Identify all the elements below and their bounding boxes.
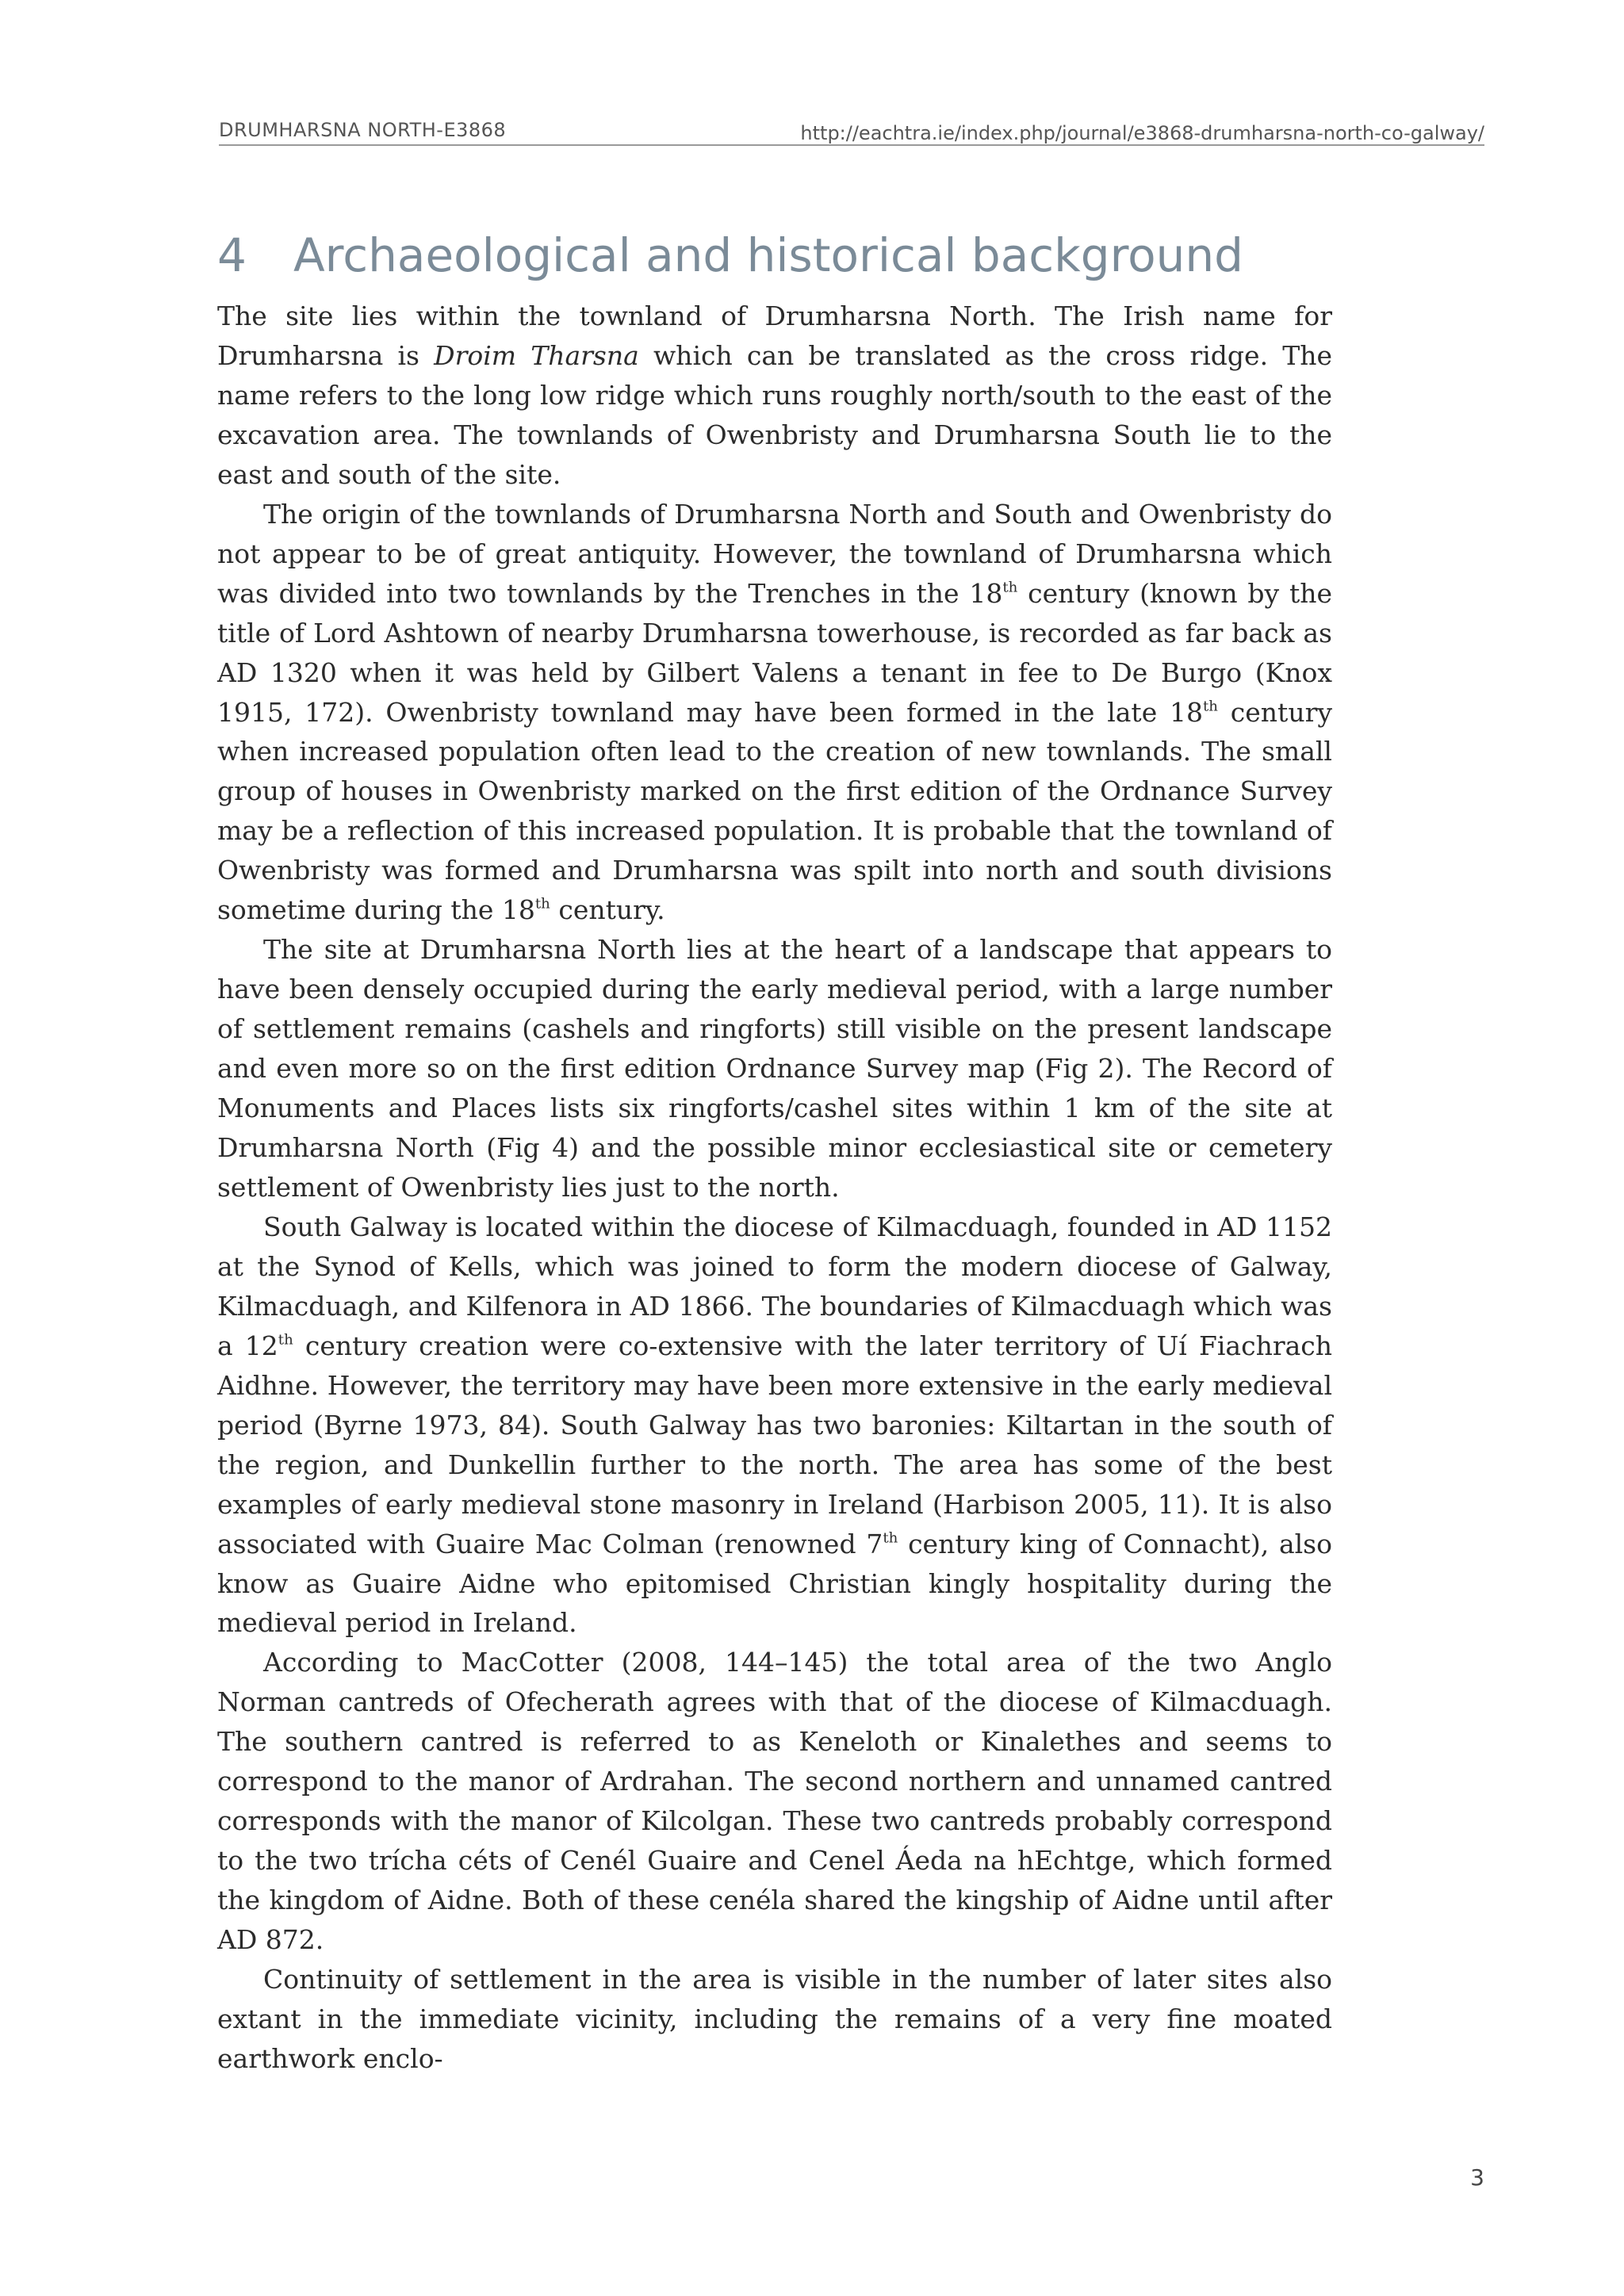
paragraph-text: Continuity of settlement in the area is visible in the number of later sites also extant in the immediate vicinity, including the remains of a very fine moated earthwork enclo- (217, 1964, 1332, 2074)
ordinal-superscript: th (1002, 579, 1018, 596)
paragraph-text: century (known by the title of Lord Ashtown of nearby Drumharsna towerhouse, is recorded as far back as AD 1320 when it was held by Gilbert Valens a tenant in fee to De Burgo (Knox 1915, 172). Owenbristy townland may have been formed in the late 18 (217, 577, 1332, 728)
paragraph-text: The site lies within the townland of Drumharsna North. The Irish name for Drumharsna is (217, 300, 1332, 371)
ordinal-superscript: th (1203, 697, 1218, 714)
paragraph-5 (217, 1643, 1332, 1960)
paragraph-text: which can be translated as the cross ridge. The name refers to the long low ridge which runs roughly north/south to the east of the excavation area. The townlands of Owenbristy and Drumharsna South lie to the east and south of the site. (217, 339, 1333, 490)
irish-name: Droim Tharsna (434, 339, 639, 371)
paragraph-text: century when increased population often lead to the creation of new townlands. The small group of houses in Owenbristy marked on the first edition of the Ordnance Survey may be a reflection of this increased population. It is probable that the townland of Owenbristy was formed and Drumharsna was spilt into north and south divisions sometime during the 18 (217, 696, 1332, 926)
ordinal-superscript: th (278, 1331, 293, 1349)
paragraph-text: The site at Drumharsna North lies at the heart of a landscape that appears to have been densely occupied during the early medieval period, with a large number of settlement remains (cashels and ringforts) still visible on the present landscape and even more so on the first edition Ordnance Survey map (Fig 2). The Record of Monuments and Places lists six ringforts/cashel sites within 1 km of the site at Drumharsna North (Fig 4) and the possible minor ecclesiastical site or cemetery settlement of Owenbristy lies just to the north. (217, 934, 1332, 1203)
section-heading (217, 228, 1243, 282)
header-title: DRUMHARSNA NORTH-E3868 (219, 119, 507, 141)
paragraph-3 (217, 930, 1332, 1207)
ordinal-superscript: th (534, 895, 550, 913)
paragraph-4 (217, 1207, 1332, 1643)
paragraph-1 (217, 297, 1332, 495)
ordinal-superscript: th (883, 1529, 898, 1546)
paragraph-text: century creation were co-extensive with the later territory of Uí Fiachrach Aidhne. However, the territory may have been more extensive in the early medieval period (Byrne 1973, 84). South Galway has two baronies: Kiltartan in the south of the region, and Dunkellin further to the north. The area has some of the best examples of early medieval stone masonry in Ireland (Harbison 2005, 11). It is also associated with Guaire Mac Colman (renowned 7 (217, 1330, 1333, 1559)
running-header (219, 119, 1484, 146)
paragraph-text: The origin of the townlands of Drumharsna North and South and Owenbristy do not appear to be of great antiquity. However, the townland of Drumharsna which was divided into two townlands by the Trenches in the 18 (217, 498, 1332, 609)
section-title: Archaeological and historical background (293, 228, 1243, 282)
paragraph-text: century king of Connacht), also know as Guaire Aidne who epitomised Christian kingly hospitality during the medieval period in Ireland. (217, 1528, 1332, 1639)
section-number: 4 (217, 228, 247, 282)
page-number: 3 (1470, 2164, 1484, 2191)
paragraph-6 (217, 1960, 1332, 2079)
paragraph-text: century. (550, 894, 665, 926)
paragraph-text: According to MacCotter (2008, 144–145) the total area of the two Anglo Norman cantreds of Ofecherath agrees with that of the diocese of Kilmacduagh. The southern cantred is referred to as Keneloth or Kinalethes and seems to correspond to the manor of Ardrahan. The second northern and unnamed cantred corresponds with the manor of Kilcolgan. These two cantreds probably correspond to the two trícha céts of Cenél Guaire and Cenel Áeda na hEchtge, which formed the kingdom of Aidne. Both of these cenéla shared the kingship of Aidne until after AD 872. (217, 1647, 1332, 1956)
body-text (217, 297, 1332, 2079)
paragraph-2 (217, 495, 1332, 930)
header-url: http://eachtra.ie/index.php/journal/e3868-drumharsna-north-co-galway/ (800, 122, 1484, 144)
paragraph-text: South Galway is located within the diocese of Kilmacduagh, founded in AD 1152 at the Synod of Kells, which was joined to form the modern diocese of Galway, Kilmacduagh, and Kilfenora in AD 1866. The boundaries of Kilmacduagh which was a 12 (217, 1211, 1332, 1361)
